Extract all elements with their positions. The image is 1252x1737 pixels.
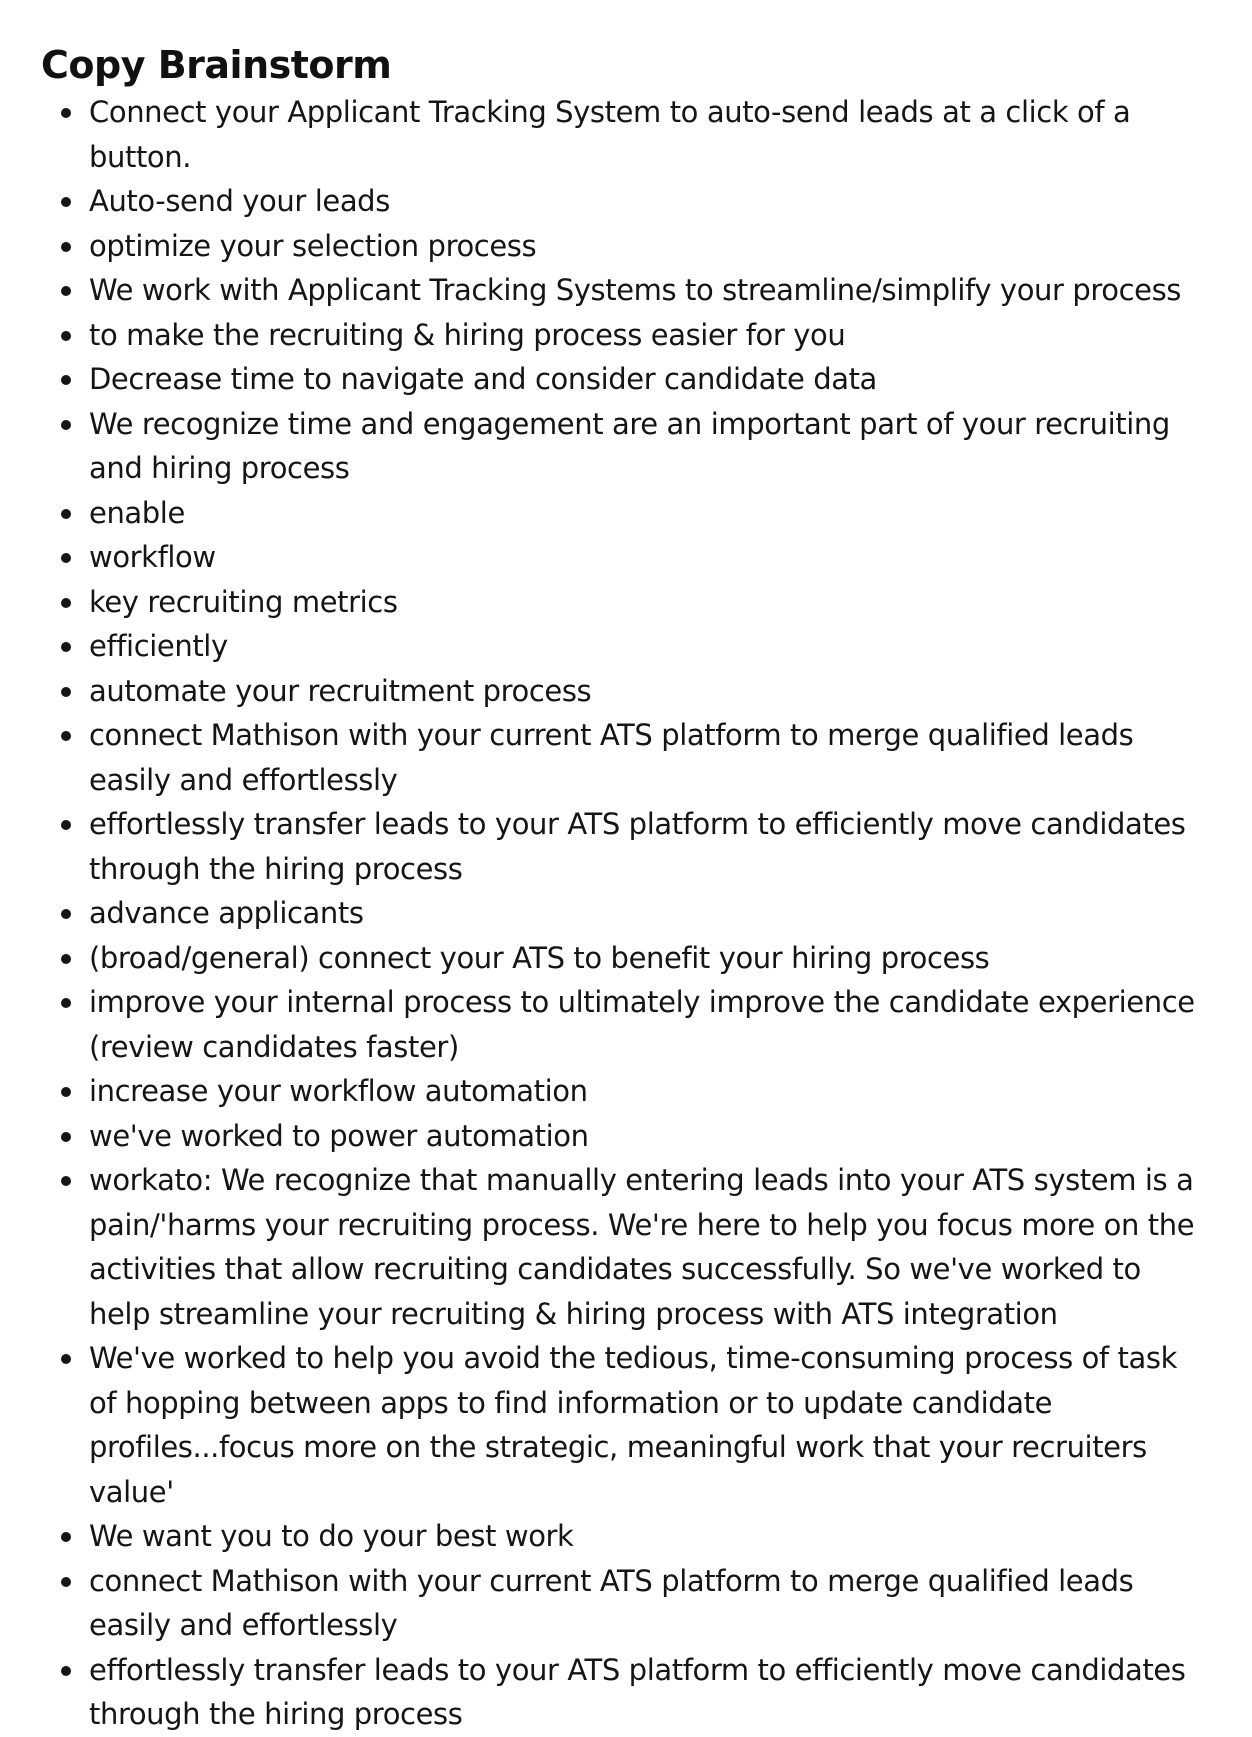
bullet-icon bbox=[61, 909, 71, 919]
list-item-text: to make the recruiting & hiring process easier for you bbox=[89, 317, 846, 352]
list-item-text: Connect your Applicant Tracking System to auto-send leads at a click of a button. bbox=[89, 95, 1131, 174]
bullet-icon bbox=[61, 1087, 71, 1097]
list-item-text: Auto-send your leads bbox=[89, 184, 390, 218]
list-item bbox=[41, 936, 1201, 981]
list-item bbox=[41, 224, 1201, 269]
list-item bbox=[41, 1559, 1201, 1648]
list-item-text: (broad/general) connect your ATS to benefit your hiring process bbox=[89, 940, 990, 975]
list-item bbox=[41, 1648, 1201, 1737]
list-item-text: We've worked to help you avoid the tedious, time-consuming process of task of hopping between apps to find information or to update candidate profiles...focus more on the strategic, meaningful work that your recruiters value' bbox=[89, 1341, 1178, 1509]
list-item-text: automate your recruitment process bbox=[89, 673, 592, 708]
bullet-icon bbox=[61, 331, 71, 341]
bullet-icon bbox=[61, 1354, 71, 1364]
bullet-icon bbox=[61, 1577, 71, 1587]
list-item bbox=[41, 313, 1201, 358]
bullet-icon bbox=[61, 242, 71, 252]
list-item-text: enable bbox=[89, 495, 185, 530]
list-item bbox=[41, 179, 1201, 224]
bullet-icon bbox=[61, 642, 71, 652]
list-item-text: optimize your selection process bbox=[89, 228, 537, 263]
list-item-text: connect Mathison with your current ATS platform to merge qualified leads easily and effortlessly bbox=[89, 1563, 1134, 1642]
list-item bbox=[41, 669, 1201, 714]
bullet-icon bbox=[61, 998, 71, 1008]
list-item-text: We work with Applicant Tracking Systems to streamline/simplify your process bbox=[89, 273, 1181, 307]
list-item-text: advance applicants bbox=[89, 896, 364, 930]
list-item-text: we've worked to power automation bbox=[89, 1118, 589, 1153]
list-item bbox=[41, 624, 1201, 669]
list-item-text: effortlessly transfer leads to your ATS platform to efficiently move candidates through the hiring process bbox=[89, 807, 1186, 886]
list-item bbox=[41, 535, 1201, 580]
list-item-text: improve your internal process to ultimately improve the candidate experience (review candidates faster) bbox=[89, 985, 1195, 1064]
bullet-icon bbox=[61, 820, 71, 830]
list-item bbox=[41, 1114, 1201, 1159]
list-item-text: increase your workflow automation bbox=[89, 1074, 588, 1108]
list-item bbox=[41, 268, 1201, 313]
page-title: Copy Brainstorm bbox=[41, 43, 392, 87]
bullet-icon bbox=[61, 197, 71, 207]
list-item bbox=[41, 1069, 1201, 1114]
list-item bbox=[41, 357, 1201, 402]
list-item-text: connect Mathison with your current ATS platform to merge qualified leads easily and effortlessly bbox=[89, 718, 1134, 797]
list-item bbox=[41, 1514, 1201, 1559]
bullet-icon bbox=[61, 954, 71, 964]
list-item bbox=[41, 891, 1201, 936]
bullet-icon bbox=[61, 286, 71, 296]
list-item-text: workato: We recognize that manually entering leads into your ATS system is a pain/'harms your recruiting process. We're here to help you focus more on the activities that allow recruiting candidates successfully. So we've worked to help streamline your recruiting & hiring process with ATS integration bbox=[89, 1163, 1195, 1331]
bullet-icon bbox=[61, 731, 71, 741]
list-item-text: effortlessly transfer leads to your ATS platform to efficiently move candidates through the hiring process bbox=[89, 1652, 1186, 1731]
bullet-icon bbox=[61, 553, 71, 563]
bullet-icon bbox=[61, 108, 71, 118]
bullet-icon bbox=[61, 375, 71, 385]
bullet-icon bbox=[61, 1176, 71, 1186]
list-item bbox=[41, 1336, 1201, 1514]
bullet-icon bbox=[61, 420, 71, 430]
list-item bbox=[41, 1158, 1201, 1336]
list-item-text: Decrease time to navigate and consider candidate data bbox=[89, 362, 877, 396]
bullet-icon bbox=[61, 1666, 71, 1676]
list-item bbox=[41, 402, 1201, 491]
list-item-text: We recognize time and engagement are an important part of your recruiting and hiring process bbox=[89, 406, 1170, 485]
bullet-icon bbox=[61, 509, 71, 519]
bullet-icon bbox=[61, 598, 71, 608]
list-item bbox=[41, 713, 1201, 802]
list-item-text: key recruiting metrics bbox=[89, 584, 398, 619]
list-item-text: workflow bbox=[89, 540, 216, 574]
list-item bbox=[41, 980, 1201, 1069]
bullet-icon bbox=[61, 1132, 71, 1142]
list-item bbox=[41, 90, 1201, 179]
bullet-list bbox=[41, 90, 1201, 1737]
bullet-icon bbox=[61, 1532, 71, 1542]
list-item-text: efficiently bbox=[89, 629, 228, 663]
list-item bbox=[41, 580, 1201, 625]
bullet-icon bbox=[61, 687, 71, 697]
list-item-text: We want you to do your best work bbox=[89, 1519, 574, 1553]
list-item bbox=[41, 491, 1201, 536]
list-item bbox=[41, 802, 1201, 891]
